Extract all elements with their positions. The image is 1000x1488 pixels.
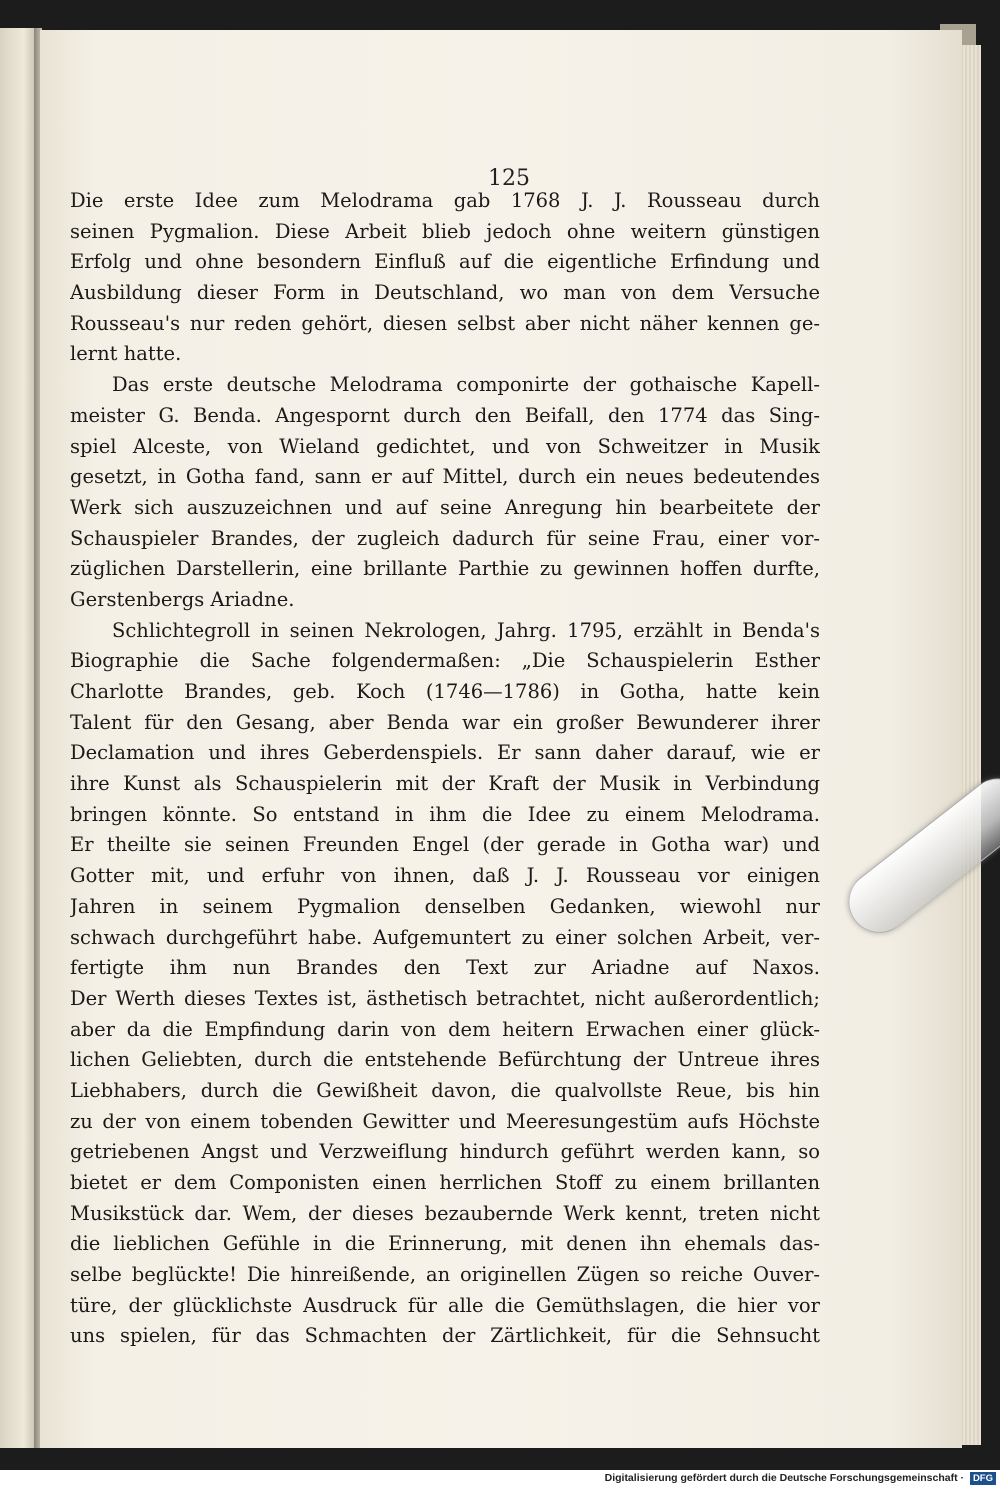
- text-line: Liebhabers, durch die Gewißheit davon, die qualvollste Reue, bis hin: [70, 1078, 820, 1102]
- text-line: die lieblichen Gefühle in die Erinnerung, mit denen ihn ehemals das-: [70, 1232, 820, 1256]
- text-line: Der Werth dieses Textes ist, ästhetisch betrachtet, nicht außerordentlich;: [70, 986, 820, 1010]
- previous-page-edge: [0, 28, 34, 1448]
- text-line: lernt hatte.: [70, 342, 182, 366]
- text-line: Ausbildung dieser Form in Deutschland, wo man von dem Versuche: [70, 281, 820, 305]
- text-line: Declamation und ihres Geberdenspiels. Er sann daher darauf, wie er: [70, 741, 820, 765]
- text-line: fertigte ihm nun Brandes den Text zur Ariadne auf Naxos.: [70, 956, 820, 980]
- text-line: Gerstenbergs Ariadne.: [70, 587, 295, 611]
- text-line: ihre Kunst als Schauspielerin mit der Kraft der Musik in Verbindung: [70, 772, 820, 796]
- text-line: Gotter mit, und erfuhr von ihnen, daß J. J. Rousseau vor einigen: [70, 864, 820, 888]
- text-line: selbe beglückte! Die hinreißende, an originellen Zügen so reiche Ouver-: [70, 1263, 820, 1287]
- text-line: lichen Geliebten, durch die entstehende Befürchtung der Untreue ihres: [70, 1048, 820, 1072]
- text-line: Die erste Idee zum Melodrama gab 1768 J. J. Rousseau durch: [70, 189, 820, 212]
- text-line: meister G. Benda. Angespornt durch den Beifall, den 1774 das Sing-: [70, 403, 820, 427]
- text-line: türe, der glücklichste Ausdruck für alle die Gemüthslagen, die hier vor: [70, 1293, 820, 1317]
- dfg-logo: DFG: [970, 1472, 996, 1485]
- text-line: schwach durchgeführt habe. Aufgemuntert zu einer solchen Arbeit, ver-: [70, 925, 820, 949]
- text-line: zu der von einem tobenden Gewitter und Meeresungestüm aufs Höchste: [70, 1109, 820, 1133]
- text-line: Charlotte Brandes, geb. Koch (1746—1786) in Gotha, hatte kein: [70, 680, 820, 703]
- text-line: Schauspieler Brandes, der zugleich dadurch für seine Frau, einer vor-: [70, 526, 820, 550]
- text-line: Musikstück dar. Wem, der dieses bezaubernde Werk kennt, treten nicht: [70, 1201, 820, 1225]
- text-line: Erfolg und ohne besondern Einfluß auf die eigentliche Erfindung und: [70, 250, 820, 274]
- text-line: seinen Pygmalion. Diese Arbeit blieb jedoch ohne weitern günstigen: [70, 219, 820, 243]
- text-line: Jahren in seinem Pygmalion denselben Gedanken, wiewohl nur: [70, 894, 820, 918]
- text-line: Talent für den Gesang, aber Benda war ein großer Bewunderer ihrer: [70, 710, 820, 734]
- text-line: uns spielen, für das Schmachten der Zärtlichkeit, für die Sehnsucht: [70, 1324, 820, 1348]
- text-line: Biographie die Sache folgendermaßen: „Die Schauspielerin Esther: [70, 649, 820, 673]
- page-number: 125: [488, 166, 530, 191]
- text-line: bringen könnte. So entstand in ihm die Idee zu einem Melodrama.: [70, 802, 820, 826]
- digitization-credit: Digitalisierung gefördert durch die Deutsche Forschungsgemeinschaft ·: [604, 1472, 964, 1484]
- text-line: Er theilte sie seinen Freunden Engel (der gerade in Gotha war) und: [70, 833, 820, 857]
- text-line: spiel Alceste, von Wieland gedichtet, und von Schweitzer in Musik: [70, 434, 820, 458]
- text-line: Schlichtegroll in seinen Nekrologen, Jahrg. 1795, erzählt in Benda's: [112, 618, 820, 642]
- text-line: getriebenen Angst und Verzweiflung hindurch geführt werden kann, so: [70, 1140, 820, 1164]
- text-line: gesetzt, in Gotha fand, sann er auf Mittel, durch ein neues bedeutendes: [70, 465, 820, 489]
- text-line: Das erste deutsche Melodrama componirte der gothaische Kapell-: [112, 373, 820, 397]
- text-line: aber da die Empfindung darin von dem heitern Erwachen einer glück-: [70, 1017, 820, 1041]
- text-line: züglichen Darstellerin, eine brillante Parthie zu gewinnen hoffen durfte,: [70, 557, 820, 581]
- body-text: [70, 186, 820, 1352]
- text-line: Werk sich auszuzeichnen und auf seine Anregung hin bearbeitete der: [70, 495, 820, 519]
- text-line: Rousseau's nur reden gehört, diesen selbst aber nicht näher kennen ge-: [70, 311, 820, 335]
- text-line: bietet er dem Componisten einen herrlichen Stoff zu einem brillanten: [70, 1171, 820, 1194]
